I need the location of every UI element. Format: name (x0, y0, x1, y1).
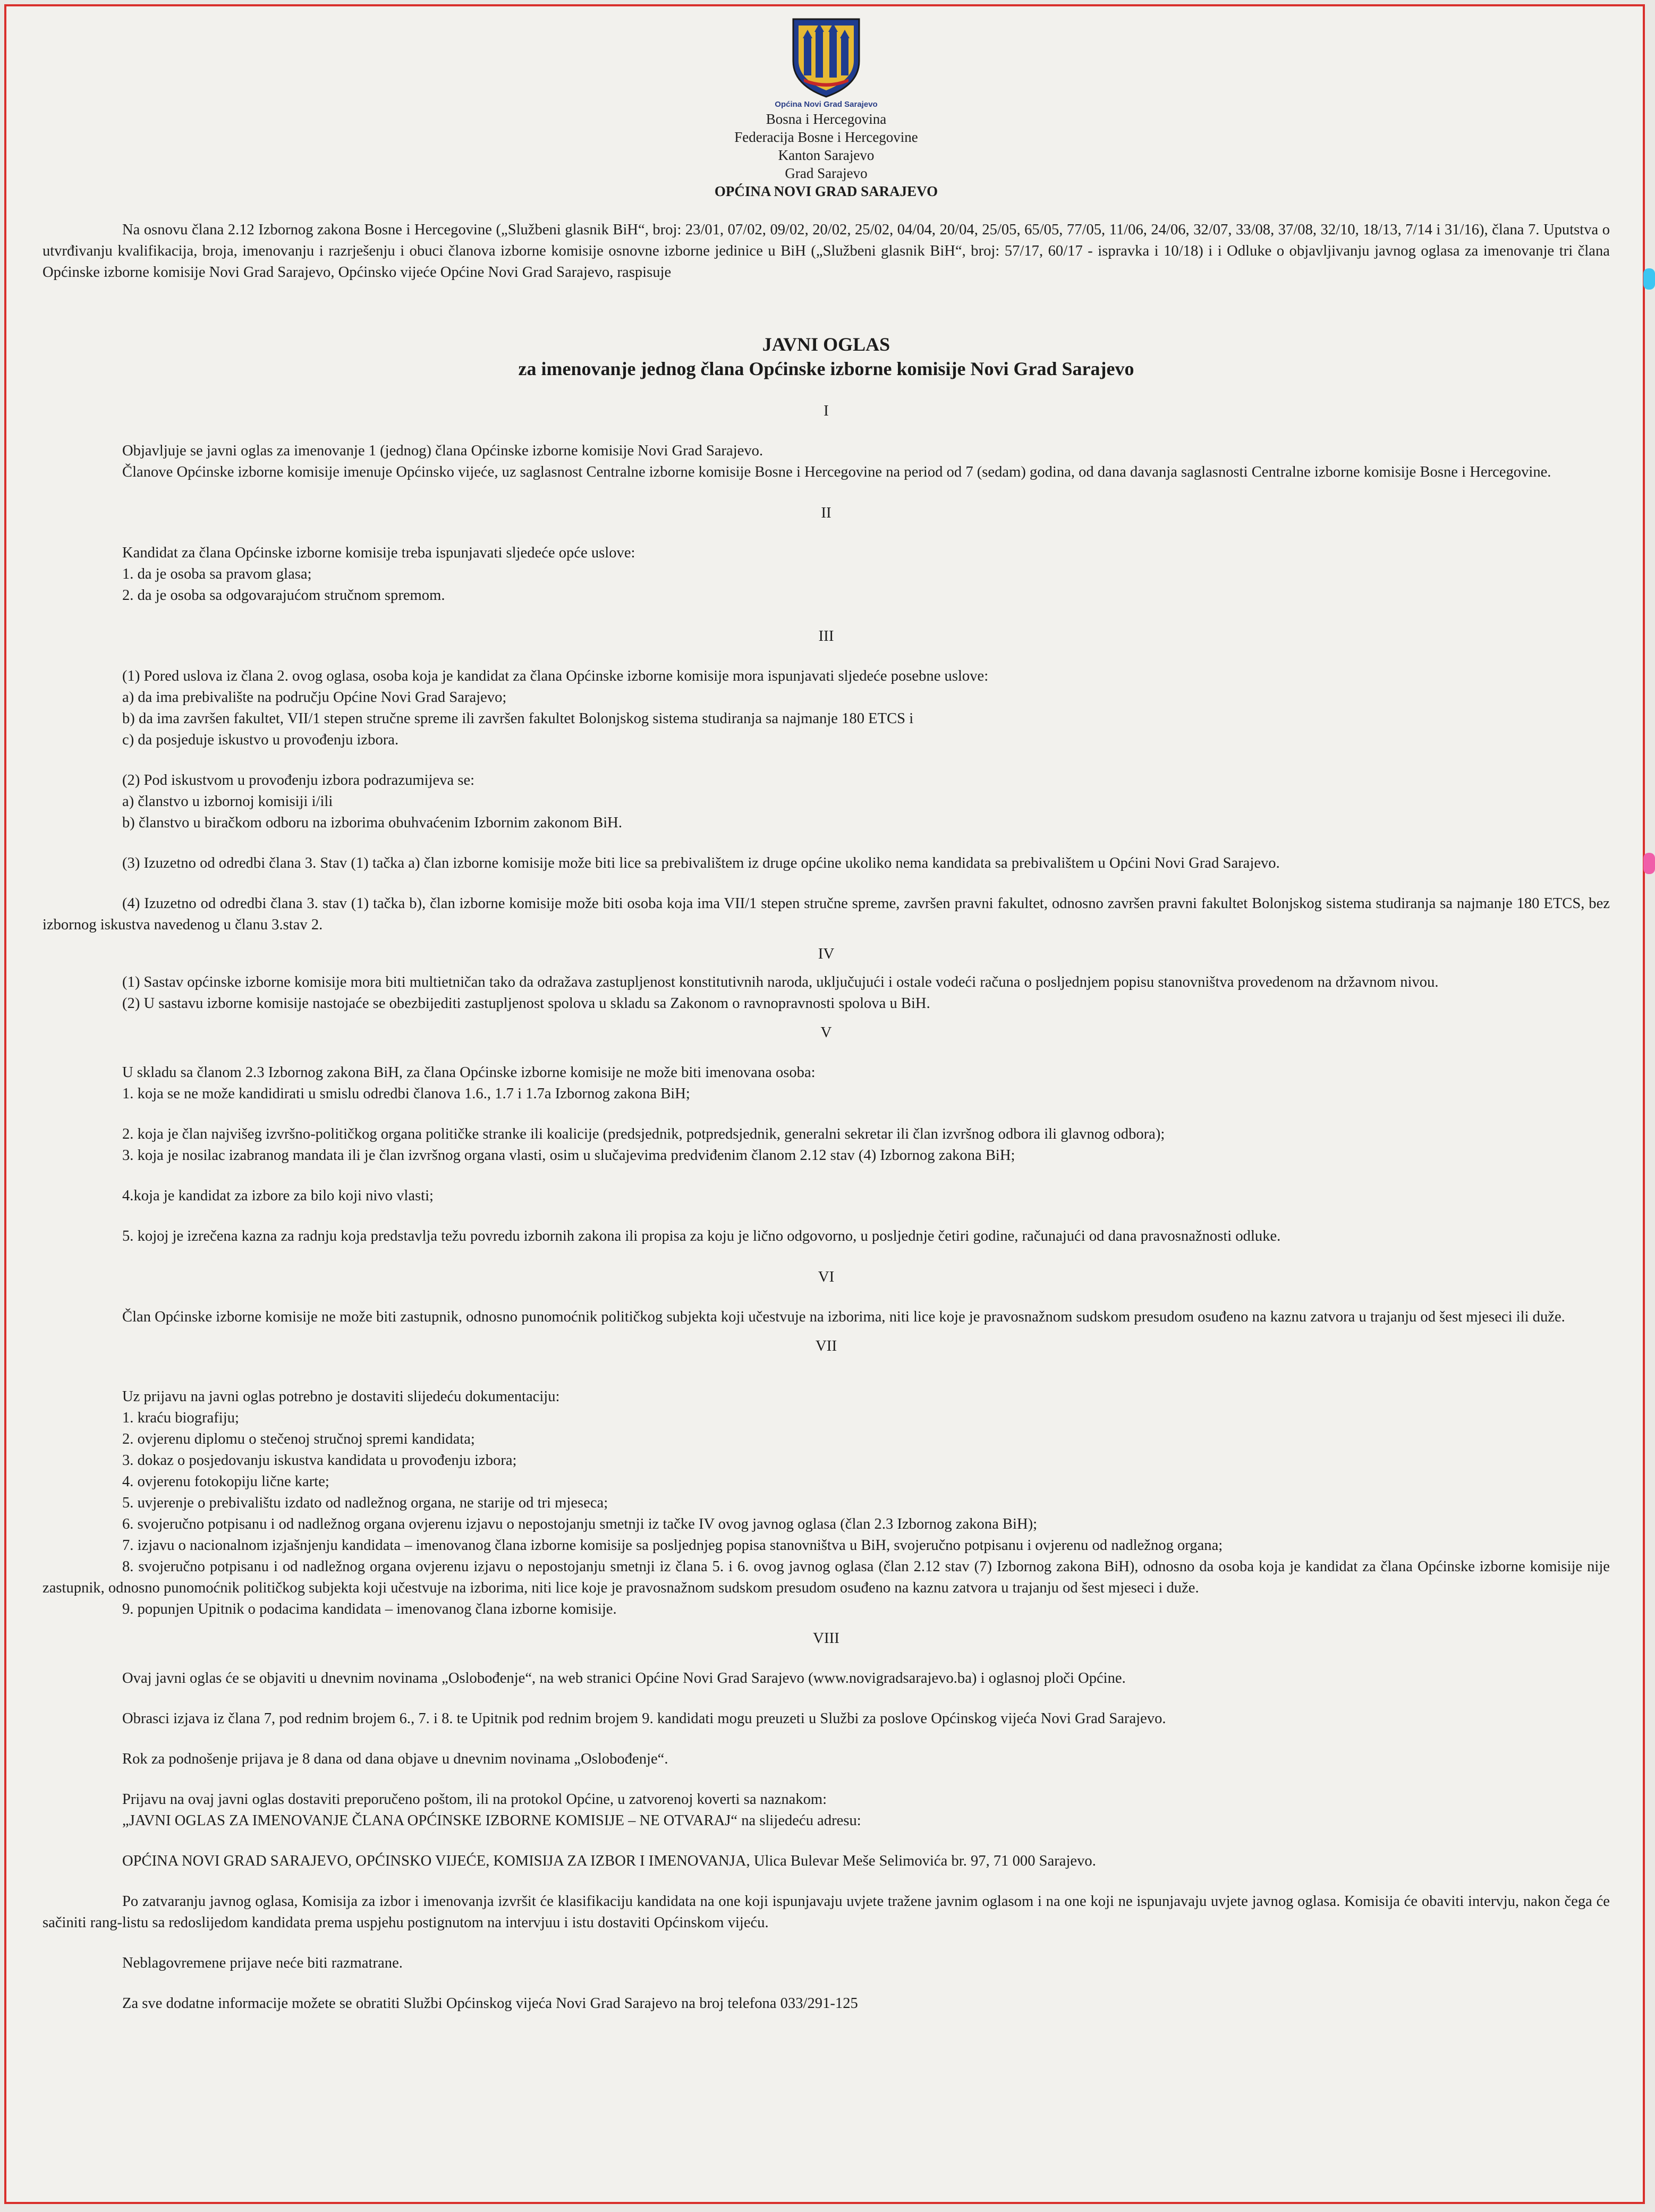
section-iv-paragraph-2: (2) U sastavu izborne komisije nastojaće se obezbijediti zastupljenost spolova u skladu sa Zakonom o ravnopravnosti spolova u BiH. (122, 995, 930, 1012)
section-ii-intro: Kandidat za člana Općinske izborne komisije treba ispunjavati sljedeće opće uslove: (122, 545, 635, 561)
list-item: 4.koja je kandidat za izbore za bilo koji nivo vlasti; (122, 1188, 434, 1204)
list-item: b) članstvo u biračkom odboru na izborima obuhvaćenim Izbornim zakonom BiH. (122, 815, 622, 831)
section-number-iii: III (818, 628, 834, 645)
section-viii-envelope-label: „JAVNI OGLAS ZA IMENOVANJE ČLANA OPĆINSKE IZBORNE KOMISIJE – NE OTVARAJ“ na slijedeću adresu: (122, 1812, 861, 1829)
list-item: b) da ima završen fakultet, VII/1 stepen stručne spreme ili završen fakultet Bolonjskog sistema studiranja sa najmanje 180 ETCS i (122, 710, 914, 727)
document-body (43, 16, 1610, 2200)
list-item: 1. kraću biografiju; (122, 1410, 239, 1426)
section-viii-procedure: Po zatvaranju javnog oglasa, Komisija za izbor i imenovanja izvršit će klasifikaciju kandidata na one koji ispunjavaju uvjete tražene javnim oglasom i na one koji ne ispunjavaju uvjete javnog oglasa. Komisija će obaviti intervju, nakon čega će sačiniti rang-listu sa redoslijedom kandidata prema uspjehu postignutom na intervjuu i istu dostaviti Općinskom vijeću. (43, 1893, 1610, 1931)
magenta-bleed-mark (1643, 853, 1655, 874)
list-item: 5. kojoj je izrečena kazna za radnju koja predstavlja težu povredu izbornih zakona ili propisa za koju je lično odgovorno, u posljednje četiri godine, računajući od dana pravosnažnosti odluke. (122, 1228, 1281, 1244)
list-item: 3. koja je nosilac izabranog mandata ili je član izvršnog organa vlasti, osim u slučajevima predviđenim članom 2.12 stav (4) Izbornog zakona BiH; (122, 1147, 1015, 1164)
section-viii-submission: Prijavu na ovaj javni oglas dostaviti preporučeno poštom, ili na protokol Općine, u zatvorenoj koverti sa naznakom: (122, 1791, 827, 1808)
list-item: 3. dokaz o posjedovanju iskustva kandidata u provođenju izbora; (122, 1452, 517, 1469)
list-item: 6. svojeručno potpisanu i od nadležnog organa ovjerenu izjavu o nepostojanju smetnji iz tačke IV ovog javnog oglasa (član 2.3 Izbornog zakona BiH); (122, 1516, 1038, 1532)
list-item: 4. ovjerenu fotokopiju lične karte; (122, 1473, 329, 1490)
section-viii-forms: Obrasci izjava iz člana 7, pod rednim brojem 6., 7. i 8. te Upitnik pod rednim brojem 9. kandidati mogu preuzeti u Službi za poslove Općinskog vijeća Novi Grad Sarajevo. (122, 1710, 1166, 1727)
list-item: 1. koja se ne može kandidirati u smislu odredbi članova 1.6., 1.7 i 1.7a Izbornog zakona BiH; (122, 1086, 690, 1102)
header-city: Grad Sarajevo (785, 165, 868, 181)
list-item: 8. svojeručno potpisanu i od nadležnog organa ovjerenu izjavu o nepostojanju smetnji iz člana 5. i 6. ovog javnog oglasa (član 2.12 stav (7) Izbornog zakona BiH), odnosno da osoba koja je kandidat za člana Općinske izborne komisije nije zastupnik, odnosno punomoćnik političkog subjekta koji učestvuje na izborima, niti lice koje je pravosnažnom sudskom presudom osuđeno na kaznu zatvora u trajanju od šest mjeseci i duže. (43, 1558, 1610, 1596)
header-municipality: OPĆINA NOVI GRAD SARAJEVO (714, 183, 938, 199)
section-vi-paragraph: Član Općinske izborne komisije ne može biti zastupnik, odnosno punomoćnik političkog subjekta koji učestvuje na izborima, niti lice koje je pravosnažnom sudskom presudom osuđeno na kaznu zatvora u trajanju od šest mjeseci ili duže. (122, 1309, 1565, 1325)
header-canton: Kanton Sarajevo (778, 147, 875, 163)
section-viii-late-applications: Neblagovremene prijave neće biti razmatrane. (122, 1955, 403, 1971)
title-line-1: JAVNI OGLAS (762, 334, 890, 355)
section-iv-paragraph-1: (1) Sastav općinske izborne komisije mora biti multietničan tako da odražava zastupljenost konstitutivnih naroda, uključujući i ostale vodeći računa o posljednjem popisu stanovništva provedenom na državnom nivou. (122, 974, 1439, 990)
section-iii-paragraph-4: (4) Izuzetno od odredbi člana 3. stav (1) tačka b), član izborne komisije može biti osoba koja ima VII/1 stepen stručne spreme, završen pravni fakultet, odnosno završen pravni fakultet Bolonjskog sistema studiranja sa najmanje 180 ETCS, bez izbornog iskustva navedenog u članu 3.stav 2. (43, 895, 1610, 933)
crest-caption: Općina Novi Grad Sarajevo (775, 100, 878, 109)
section-i-paragraph-1: Objavljuje se javni oglas za imenovanje 1 (jednog) člana Općinske izborne komisije Novi Grad Sarajevo. (122, 443, 763, 459)
list-item: 7. izjavu o nacionalnom izjašnjenju kandidata – imenovanog člana izborne komisije sa posljednjeg popisa stanovništva u BiH, svojeručno potpisanu i ovjerenu od nadležnog organa; (122, 1537, 1223, 1554)
section-iii-paragraph-2: (2) Pod iskustvom u provođenju izbora podrazumijeva se: (122, 772, 475, 789)
section-number-vii: VII (815, 1337, 837, 1354)
list-item: 1. da je osoba sa pravom glasa; (122, 566, 312, 582)
list-item: 2. koja je član najvišeg izvršno-političkog organa političke stranke ili koalicije (predsjednik, potpredsjednik, generalni sekretar ili član izvršnog odbora ili glavnog odbora); (122, 1126, 1165, 1142)
list-item: a) članstvo u izbornoj komisiji i/ili (122, 793, 333, 810)
preamble: Na osnovu člana 2.12 Izbornog zakona Bosne i Hercegovine („Službeni glasnik BiH“, broj: 23/01, 07/02, 09/02, 20/02, 25/02, 04/04, 20/04, 25/05, 65/05, 77/05, 11/06, 24/06, 32/07, 33/08, 37/08, 32/10, 18/13, 7/14 i 31/16), člana 7. Uputstva o utvrđivanju kvalifikacija, broja, imenovanju i razrješenju i obuci članova izborne komisije osnovne izborne jedinice u BiH („Službeni glasnik BiH“, broj: 57/17, 60/17 - ispravka i 10/18) i i Odluke o objavljivanju javnog oglasa za imenovanje tri člana Općinske izborne komisije Novi Grad Sarajevo, Općinsko vijeće Općine Novi Grad Sarajevo, raspisuje (43, 222, 1610, 281)
section-number-ii: II (821, 504, 831, 521)
section-number-viii: VIII (813, 1630, 839, 1647)
header-federation: Federacija Bosne i Hercegovine (734, 129, 918, 145)
section-number-i: I (824, 402, 829, 419)
title-line-2: za imenovanje jednog člana Općinske izborne komisije Novi Grad Sarajevo (518, 358, 1134, 379)
section-iii-paragraph-1: (1) Pored uslova iz člana 2. ovog oglasa, osoba koja je kandidat za člana Općinske izborne komisije mora ispunjavati sljedeće posebne uslove: (122, 668, 989, 684)
announcement-title (43, 332, 1610, 381)
section-vii-intro: Uz prijavu na javni oglas potrebno je dostaviti slijedeću dokumentaciju: (122, 1388, 560, 1405)
cyan-bleed-mark (1643, 268, 1655, 290)
list-item: 2. da je osoba sa odgovarajućom stručnom spremom. (122, 587, 445, 604)
section-viii-publication: Ovaj javni oglas će se objaviti u dnevnim novinama „Oslobođenje“, na web stranici Općine Novi Grad Sarajevo (www.novigradsarajevo.ba) i oglasnoj ploči Općine. (122, 1670, 1126, 1686)
list-item: c) da posjeduje iskustvo u provođenju izbora. (122, 732, 399, 748)
section-number-iv: IV (818, 945, 835, 962)
list-item: 2. ovjerenu diplomu o stečenoj stručnoj spremi kandidata; (122, 1431, 475, 1447)
section-number-vi: VI (818, 1268, 835, 1285)
section-number-v: V (820, 1024, 832, 1041)
section-viii-deadline: Rok za podnošenje prijava je 8 dana od dana objave u dnevnim novinama „Oslobođenje“. (122, 1751, 668, 1767)
section-iii-paragraph-3: (3) Izuzetno od odredbi člana 3. Stav (1) tačka a) član izborne komisije može biti lice sa prebivalištem iz druge općine ukoliko nema kandidata sa prebivalištem u Općini Novi Grad Sarajevo. (122, 855, 1280, 871)
list-item: 5. uvjerenje o prebivalištu izdato od nadležnog organa, ne starije od tri mjeseca; (122, 1495, 608, 1511)
list-item: 9. popunjen Upitnik o podacima kandidata – imenovanog člana izborne komisije. (122, 1601, 617, 1617)
header-country: Bosna i Hercegovina (766, 111, 887, 127)
section-v-intro: U skladu sa članom 2.3 Izbornog zakona BiH, za člana Općinske izborne komisije ne može biti imenovana osoba: (122, 1064, 816, 1081)
section-i-paragraph-2: Članove Općinske izborne komisije imenuje Općinsko vijeće, uz saglasnost Centralne izborne komisije Bosne i Hercegovine na period od 7 (sedam) godina, od dana davanja saglasnosti Centralne izborne komisije Bosne i Hercegovine. (122, 464, 1551, 480)
section-viii-address: OPĆINA NOVI GRAD SARAJEVO, OPĆINSKO VIJEĆE, KOMISIJA ZA IZBOR I IMENOVANJA, Ulica Bulevar Meše Selimovića br. 97, 71 000 Sarajevo. (122, 1853, 1096, 1869)
list-item: a) da ima prebivalište na području Općine Novi Grad Sarajevo; (122, 689, 507, 706)
municipality-crest-icon (789, 16, 863, 98)
document-header (43, 16, 1610, 200)
section-viii-contact: Za sve dodatne informacije možete se obratiti Službi Općinskog vijeća Novi Grad Sarajevo na broj telefona 033/291-125 (122, 1995, 858, 2012)
